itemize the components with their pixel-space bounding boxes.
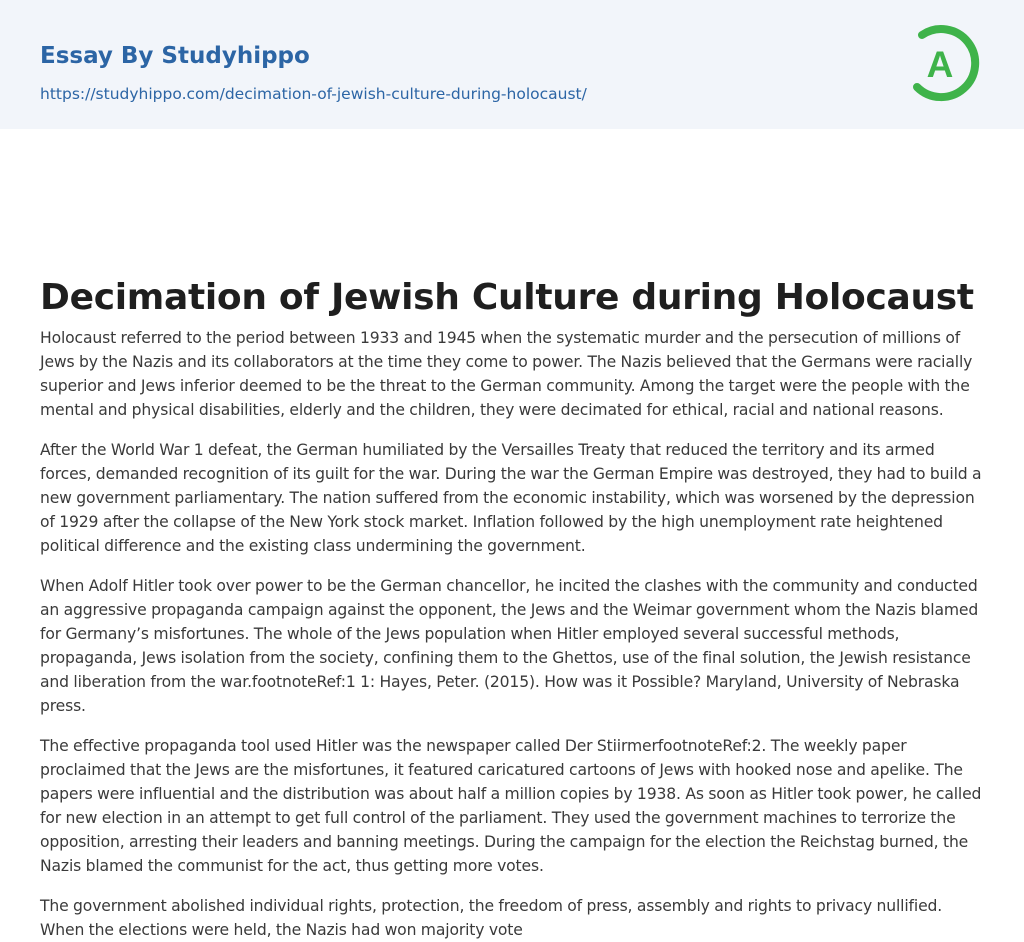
paragraph: The effective propaganda tool used Hitler was the newspaper called Der StiirmerfootnoteRef:2. The weekly paper proclaimed that the Jews are the misfortunes, it featured caricatured cartoons of Jews with hooked nose and apelike. The papers were influential and the distribution was about half a million copies by 1938. As soon as Hitler took power, he called for new election in an attempt to get full control of the parliament. They used the government machines to terrorize the opposition, arresting their leaders and banning meetings. During the campaign for the election the Reichstag burned, the Nazis blamed the communist for the act, thus getting more votes. xyxy=(40,737,982,875)
paragraph: After the World War 1 defeat, the German humiliated by the Versailles Treaty that reduced the territory and its armed forces, demanded recognition of its guilt for the war. During the war the German Empire was destroyed, they had to build a new government parliamentary. The nation suffered from the economic instability, which was worsened by the depression of 1929 after the collapse of the New York stock market. Inflation followed by the high unemployment rate heightened political difference and the existing class undermining the government. xyxy=(40,441,982,555)
article-body xyxy=(40,326,984,942)
paragraph: When Adolf Hitler took over power to be the German chancellor, he incited the clashes with the community and conducted an aggressive propaganda campaign against the opponent, the Jews and the Weimar government whom the Nazis blamed for Germany’s misfortunes. The whole of the Jews population when Hitler employed several successful methods, propaganda, Jews isolation from the society, confining them to the Ghettos, use of the final solution, the Jewish resistance and liberation from the war.footnoteRef:1 1: Hayes, Peter. (2015). How was it Possible? Maryland, University of Nebraska press. xyxy=(40,577,979,715)
essay-url-link[interactable]: https://studyhippo.com/decimation-of-jewish-culture-during-holocaust/ xyxy=(40,85,587,103)
article-title: Decimation of Jewish Culture during Holocaust xyxy=(40,277,974,318)
logo-letter: A xyxy=(926,44,954,85)
paragraph: Holocaust referred to the period between 1933 and 1945 when the systematic murder and the persecution of millions of Jews by the Nazis and its collaborators at the time they come to power. The Nazis believed that the Germans were racially superior and Jews inferior deemed to be the threat to the German community. Among the target were the people with the mental and physical disabilities, elderly and the children, they were decimated for ethical, racial and national reasons. xyxy=(40,329,973,419)
studyhippo-logo-icon[interactable] xyxy=(912,19,986,107)
site-header xyxy=(0,0,1024,129)
brand-title[interactable]: Essay By Studyhippo xyxy=(40,43,310,69)
paragraph: The government abolished individual rights, protection, the freedom of press, assembly and rights to privacy nullified. When the elections were held, the Nazis had won majority vote xyxy=(40,897,943,939)
article xyxy=(0,129,1024,942)
